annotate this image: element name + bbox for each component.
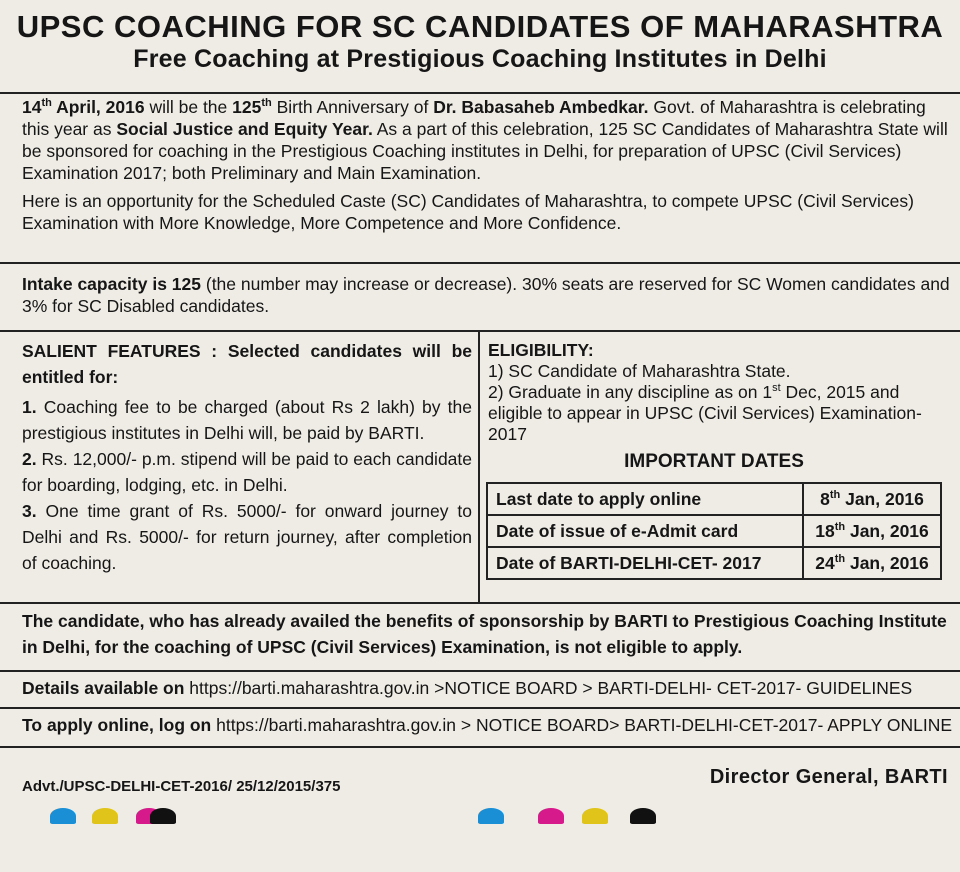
feature-item-1: [22, 394, 472, 446]
table-row: [487, 547, 941, 579]
date-value: [803, 515, 941, 547]
date-label: Last date to apply online: [487, 483, 803, 515]
registration-mark: [50, 808, 76, 824]
intro-anniversary-num: 125: [232, 97, 262, 117]
eligibility-item-2-sup: st: [772, 382, 781, 395]
feature-text-2: Rs. 12,000/- p.m. stipend will be paid to each candidate for boarding, lodging, etc. in Delhi.: [22, 449, 472, 495]
feature-item-3: [22, 498, 472, 576]
feature-text-3: One time grant of Rs. 5000/- for onward journey to Delhi and Rs. 5000/- for return journey, after completion of coaching.: [22, 501, 472, 573]
column-divider: [478, 330, 480, 602]
divider-note: [0, 602, 960, 604]
feature-num-1: 1.: [22, 397, 37, 417]
page-title: UPSC COACHING FOR SC CANDIDATES OF MAHARASHTRA: [16, 9, 944, 44]
advt-reference: Advt./UPSC-DELHI-CET-2016/ 25/12/2015/375: [22, 778, 341, 795]
registration-mark: [630, 808, 656, 824]
registration-mark: [538, 808, 564, 824]
date-day: 8: [820, 488, 830, 509]
signatory: Director General, BARTI: [709, 766, 948, 788]
intake-rest: (the number may increase or decrease). 30% seats are reserved for SC Women candidates and 3% for SC Disabled candidates.: [22, 274, 950, 316]
eligibility-item-1: 1) SC Candidate of Maharashtra State.: [488, 361, 791, 381]
date-sup: th: [834, 520, 846, 533]
registration-mark: [150, 808, 176, 824]
intro-date-rest: April, 2016: [51, 97, 145, 117]
page-subtitle: Free Coaching at Prestigious Coaching Institutes in Delhi: [133, 45, 827, 73]
important-dates-title: IMPORTANT DATES: [624, 451, 804, 472]
divider-footer: [0, 746, 960, 748]
date-value: [803, 483, 941, 515]
apply-bold: To apply online, log on: [22, 715, 212, 735]
registration-mark: [92, 808, 118, 824]
eligibility-item-2: [488, 382, 953, 445]
divider-intake: [0, 262, 960, 264]
date-sup: th: [829, 488, 841, 501]
registration-mark: [478, 808, 504, 824]
details-link[interactable]: https://barti.maharashtra.gov.in >NOTICE BOARD > BARTI-DELHI- CET-2017- GUIDELINES: [184, 678, 913, 698]
date-rest: Jan, 2016: [845, 520, 929, 541]
intro-text-2: Birth Anniversary of: [271, 97, 434, 117]
feature-item-2: [22, 446, 472, 498]
divider-features: [0, 330, 960, 332]
feature-text-1: Coaching fee to be charged (about Rs 2 lakh) by the prestigious institutes in Delhi will, be paid by BARTI.: [22, 397, 472, 443]
date-label: Date of BARTI-DELHI-CET- 2017: [487, 547, 803, 579]
registration-mark: [582, 808, 608, 824]
eligibility-item-2b: Dec, 2015 and eligible to appear in UPSC (Civil Services) Examination- 2017: [488, 382, 922, 444]
date-value: [803, 547, 941, 579]
date-label: Date of issue of e-Admit card: [487, 515, 803, 547]
header: [0, 0, 960, 92]
features-heading: SALIENT FEATURES : Selected candidates will be entitled for:: [22, 341, 472, 387]
ineligibility-note: The candidate, who has already availed the benefits of sponsorship by BARTI to Prestigious Coaching Institute in Delhi, for the coaching of UPSC (Civil Services) Examination, is not eligible to apply.: [22, 611, 947, 657]
table-row: [487, 483, 941, 515]
intake-bold: Intake capacity is 125: [22, 274, 201, 294]
intro-person: Dr. Babasaheb Ambedkar.: [433, 97, 649, 117]
intro-text-3: Govt. of Maharashtra is celebrating this year as: [22, 97, 926, 139]
details-bold: Details available on: [22, 678, 185, 698]
eligibility-section: [488, 340, 953, 445]
divider-apply: [0, 707, 960, 709]
eligibility-heading: ELIGIBILITY:: [488, 340, 594, 360]
table-row: [487, 515, 941, 547]
intro-text-4: As a part of this celebration, 125 SC Candidates of Maharashtra State will be sponsored for coaching in the Prestigious Coaching institutes in Delhi, for preparation of UPSC (Civil Services) Examination 2017; both Preliminary and Main Examination.: [22, 119, 948, 183]
intro-section: [22, 96, 952, 236]
apply-line: [22, 715, 957, 736]
intro-year-name: Social Justice and Equity Year.: [116, 119, 373, 139]
intro-paragraph-2: Here is an opportunity for the Scheduled Caste (SC) Candidates of Maharashtra, to compete UPSC (Civil Services) Examination with More Knowledge, More Competence and More Confidence.: [22, 191, 914, 233]
divider-top: [0, 92, 960, 94]
apply-link[interactable]: https://barti.maharashtra.gov.in > NOTICE BOARD> BARTI-DELHI-CET-2017- APPLY ONLINE: [211, 715, 953, 735]
intro-paragraph: [22, 96, 952, 184]
intro-anniversary-sup: th: [261, 97, 272, 110]
eligibility-item-2a: 2) Graduate in any discipline as on 1: [488, 382, 773, 402]
date-day: 18: [815, 520, 835, 541]
important-dates-table: [486, 482, 942, 580]
intake-section: [22, 273, 952, 317]
divider-details: [0, 670, 960, 672]
intro-date-day: 14: [22, 97, 42, 117]
date-day: 24: [815, 552, 835, 573]
feature-num-2: 2.: [22, 449, 37, 469]
intro-text-1: will be the: [144, 97, 233, 117]
date-sup: th: [834, 552, 846, 565]
date-rest: Jan, 2016: [845, 552, 929, 573]
feature-num-3: 3.: [22, 501, 37, 521]
intro-date-sup: th: [41, 97, 52, 110]
date-rest: Jan, 2016: [840, 488, 924, 509]
details-line: [22, 678, 957, 699]
salient-features: [22, 338, 472, 576]
